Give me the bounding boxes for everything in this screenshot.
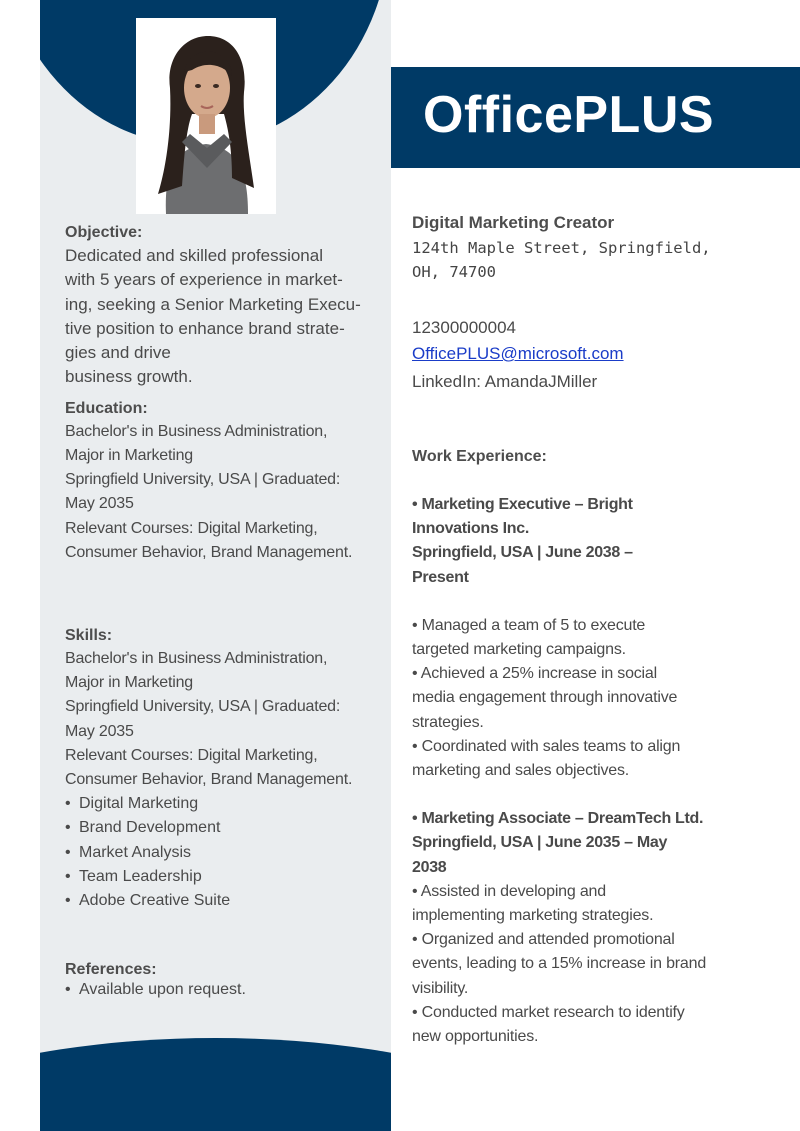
objective-line: Dedicated and skilled professional — [65, 246, 323, 265]
skills-line: Consumer Behavior, Brand Management. — [65, 771, 353, 789]
education-line: May 2035 — [65, 495, 134, 513]
job-detail-line: implementing marketing strategies. — [412, 907, 654, 925]
objective-section — [65, 222, 365, 390]
portrait-image — [136, 18, 276, 214]
job-detail-line: • Organized and attended promotional — [412, 931, 675, 949]
education-line: Bachelor's in Business Administration, — [65, 422, 328, 440]
references-section — [65, 959, 365, 1002]
right-content — [412, 210, 732, 1049]
job-detail-line: visibility. — [412, 979, 469, 997]
education-section — [65, 398, 365, 565]
job-detail-line: • Achieved a 25% increase in social — [412, 665, 657, 683]
job-detail-line: • Coordinated with sales teams to align — [412, 737, 681, 755]
job-details — [412, 880, 732, 1049]
skills-line: Springfield University, USA | Graduated: — [65, 698, 341, 716]
education-line: Major in Marketing — [65, 446, 194, 464]
skills-section — [65, 625, 365, 913]
contact-block — [412, 315, 732, 395]
job-entry — [412, 493, 732, 783]
job-detail-line: marketing and sales objectives. — [412, 762, 630, 780]
skill-item: • Team Leadership — [65, 865, 365, 889]
brand-title: OfficePLUS — [423, 86, 715, 144]
job-entry — [412, 807, 732, 1049]
skill-item: • Market Analysis — [65, 841, 365, 865]
objective-line: ing, seeking a Senior Marketing Execu- — [65, 294, 361, 314]
skill-item: • Adobe Creative Suite — [65, 889, 365, 913]
skills-text — [65, 647, 365, 792]
left-content — [65, 222, 365, 1002]
phone-number: 12300000004 — [412, 318, 517, 337]
address-line: OH, 74700 — [412, 263, 496, 281]
job-header-line: Innovations Inc. — [412, 520, 529, 538]
skills-line: Relevant Courses: Digital Marketing, — [65, 746, 318, 764]
education-text — [65, 420, 365, 565]
objective-text — [65, 244, 365, 390]
reference-item: • Available upon request. — [65, 978, 365, 1002]
job-detail-line: strategies. — [412, 713, 484, 731]
job-detail-line: events, leading to a 15% increase in brand — [412, 955, 707, 973]
job-detail-line: targeted marketing campaigns. — [412, 641, 626, 659]
objective-title: Objective: — [65, 224, 143, 241]
skill-item: • Brand Development — [65, 816, 365, 840]
email-link[interactable]: OfficePLUS@microsoft.com — [412, 344, 624, 363]
objective-line: business growth. — [65, 367, 193, 387]
job-header-line: Present — [412, 568, 469, 586]
job-title: Digital Marketing Creator — [412, 213, 615, 232]
education-line: Springfield University, USA | Graduated: — [65, 471, 341, 489]
skill-item: • Digital Marketing — [65, 792, 365, 816]
job-header-line: • Marketing Executive – Bright — [412, 496, 633, 513]
linkedin-text: LinkedIn: AmandaJMiller — [412, 372, 598, 391]
skills-list — [65, 792, 365, 913]
job-detail-line: • Assisted in developing and — [412, 882, 606, 900]
bottom-arc-decoration — [40, 1038, 391, 1131]
profile-photo — [136, 18, 276, 214]
job-details — [412, 614, 732, 783]
objective-line: with 5 years of experience in market- — [65, 270, 343, 290]
job-header-line: 2038 — [412, 858, 447, 876]
job-header — [412, 807, 732, 880]
job-detail-line: new opportunities. — [412, 1028, 539, 1046]
job-detail-line: • Managed a team of 5 to execute — [412, 616, 646, 634]
skills-line: May 2035 — [65, 722, 134, 740]
education-title: Education: — [65, 399, 148, 417]
address — [412, 236, 732, 284]
skills-line: Bachelor's in Business Administration, — [65, 650, 328, 667]
job-detail-line: • Conducted market research to identify — [412, 1003, 685, 1021]
references-list — [65, 978, 365, 1002]
header-bar — [391, 67, 800, 168]
address-line: 124th Maple Street, Springfield, — [412, 239, 711, 257]
education-line: Relevant Courses: Digital Marketing, — [65, 519, 318, 537]
education-line: Consumer Behavior, Brand Management. — [65, 543, 353, 561]
job-header-line: • Marketing Associate – DreamTech Ltd. — [412, 810, 704, 828]
objective-line: gies and drive — [65, 343, 171, 363]
skills-line: Major in Marketing — [65, 674, 194, 692]
job-detail-line: media engagement through innovative — [412, 689, 678, 707]
objective-line: tive position to enhance brand strate- — [65, 318, 345, 338]
job-header-line: Springfield, USA | June 2035 – May — [412, 834, 668, 852]
job-header — [412, 493, 732, 590]
job-header-line: Springfield, USA | June 2038 – — [412, 544, 633, 562]
work-experience-title: Work Experience: — [412, 448, 547, 465]
skills-title: Skills: — [65, 627, 113, 644]
references-title: References: — [65, 961, 157, 979]
